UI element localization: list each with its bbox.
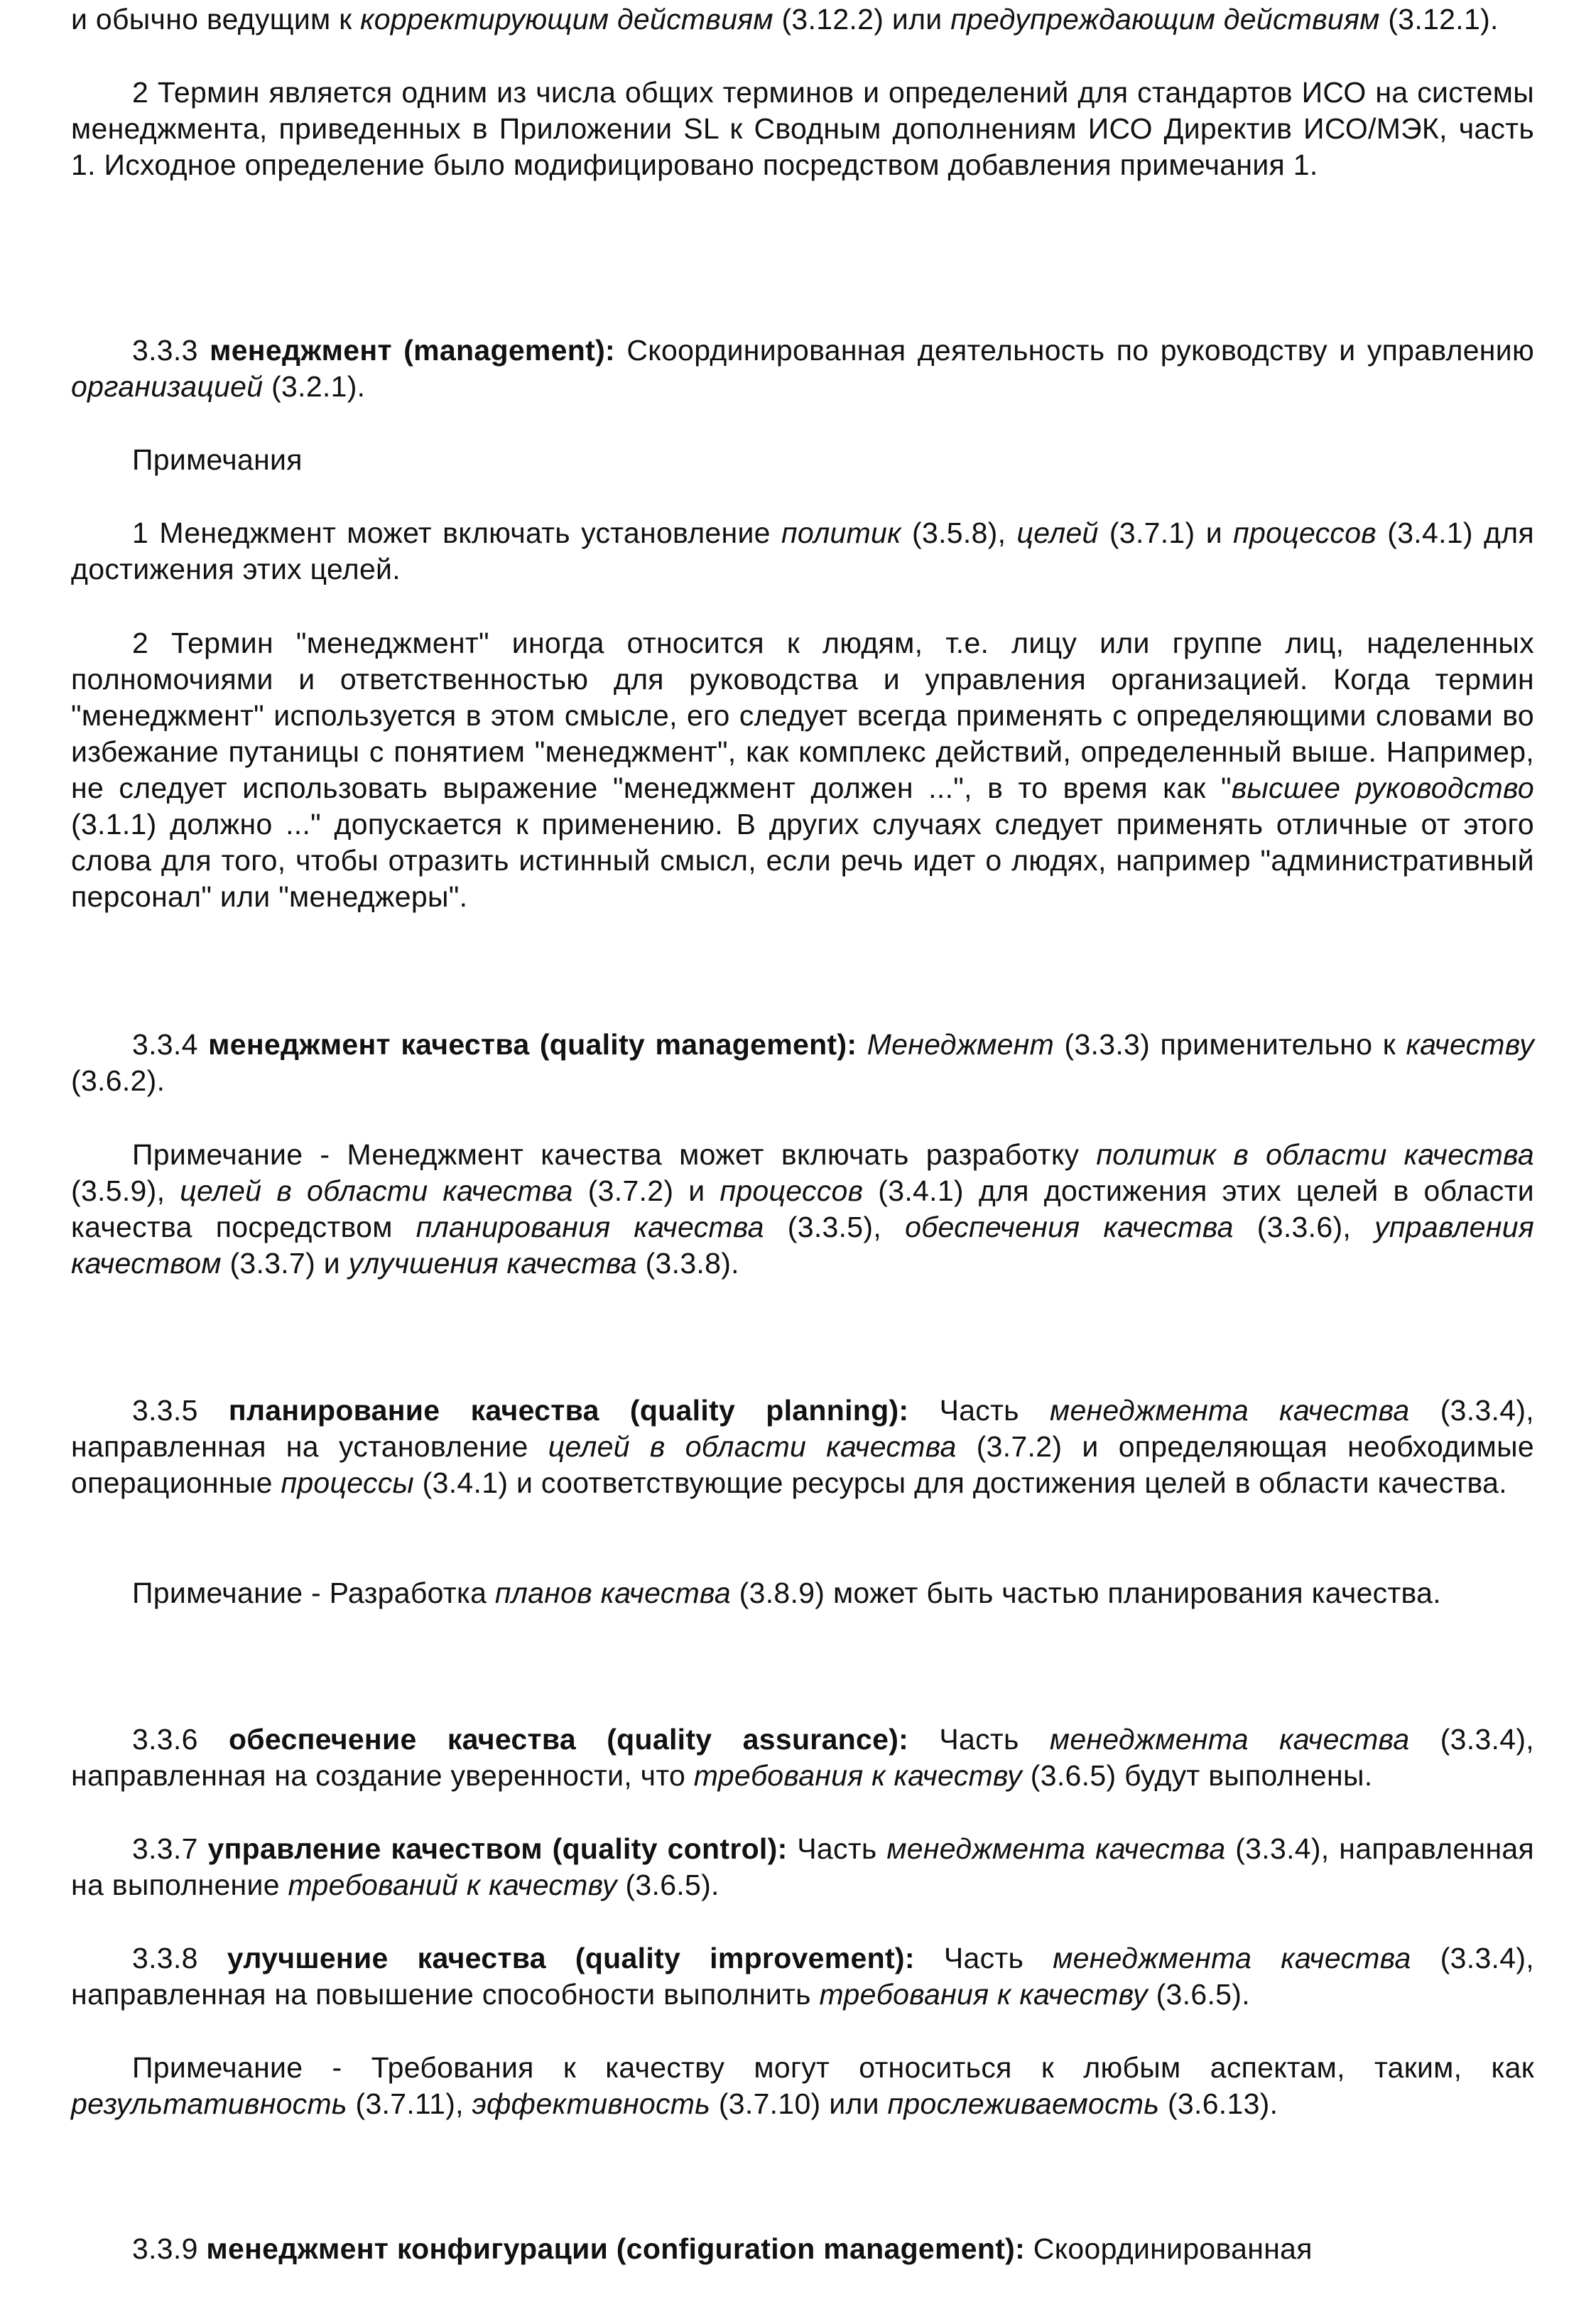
term-heading: менеджмент (management): — [210, 334, 615, 367]
term-reference: процессов — [720, 1174, 864, 1207]
term-reference: качеству — [1406, 1028, 1535, 1061]
paragraph-text: (3.2.1). — [263, 370, 366, 403]
paragraph-text: (3.12.1). — [1379, 3, 1499, 36]
term-reference: менеджмента качества — [886, 1832, 1226, 1865]
term-reference: менеджмента качества — [1053, 1942, 1411, 1974]
paragraph-text: (3.7.11), — [347, 2087, 472, 2120]
term-reference: планов качества — [494, 1577, 731, 1609]
paragraph-text: (3.3.4), направленная на повышение способности выполнить — [71, 1942, 1534, 2011]
paragraph-text — [857, 1028, 867, 1061]
document-paragraph — [71, 1393, 1534, 1501]
paragraph-text: (3.6.13). — [1159, 2087, 1278, 2120]
term-reference: требования к качеству — [819, 1978, 1148, 2011]
document-paragraph — [71, 1027, 1534, 1099]
paragraph-text: (3.6.5). — [617, 1869, 720, 1901]
paragraph-text: (3.1.1) должно ..." допускается к применению. В других случаях следует применять отличные от этого слова для того, чтобы отразить истинный смысл, если речь идет о людях, например "административный персонал" или "менеджеры". — [71, 808, 1534, 913]
paragraph-text: Примечание - Разработка — [132, 1577, 495, 1609]
term-reference: требования к качеству — [693, 1759, 1023, 1792]
document-paragraph — [71, 2231, 1534, 2267]
paragraph-text: (3.6.5). — [1147, 1978, 1250, 2011]
paragraph-text: (3.3.3) применительно к — [1054, 1028, 1406, 1061]
term-reference: менеджмента качества — [1049, 1723, 1410, 1756]
paragraph-text: Скоординированная — [1025, 2232, 1313, 2265]
paragraph-text: 3.3.7 — [132, 1832, 208, 1865]
paragraph-text: (3.7.1) и — [1098, 517, 1234, 549]
document-paragraph — [71, 625, 1534, 915]
paragraph-text: (3.3.8). — [636, 1247, 739, 1280]
paragraph-text: (3.3.4), направленная на установление — [71, 1394, 1534, 1463]
document-paragraph — [71, 2050, 1534, 2122]
paragraph-text: Часть — [908, 1723, 1050, 1756]
paragraph-text: (3.12.2) или — [773, 3, 951, 36]
term-reference: организацией — [71, 370, 264, 403]
document-paragraph — [71, 515, 1534, 588]
paragraph-text: (3.3.5), — [764, 1211, 906, 1243]
paragraph-text: 1 Менеджмент может включать установление — [132, 517, 781, 549]
paragraph-text: и обычно ведущим к — [71, 3, 361, 36]
paragraph-text: Примечание - Требования к качеству могут относиться к любым аспектам, таким, как — [132, 2051, 1534, 2084]
term-reference: корректирующим действиям — [360, 3, 773, 36]
term-reference: политик — [781, 517, 901, 549]
paragraph-text: (3.3.7) и — [221, 1247, 349, 1280]
paragraph-text: (3.5.9), — [71, 1174, 180, 1207]
paragraph-text: (3.7.2) и определяющая необходимые операционные — [71, 1430, 1534, 1499]
paragraph-text: 3.3.8 — [132, 1942, 227, 1974]
document-paragraph — [71, 1940, 1534, 2013]
paragraph-text: 3.3.5 — [132, 1394, 229, 1427]
term-reference: предупреждающим действиям — [950, 3, 1380, 36]
term-heading: улучшение качества (quality improvement): — [227, 1942, 915, 1974]
document-paragraph — [71, 1575, 1534, 1611]
paragraph-text: (3.3.4), направленная на создание уверенности, что — [71, 1723, 1534, 1792]
term-reference: управления качеством — [71, 1211, 1535, 1280]
term-reference: политик в области качества — [1096, 1138, 1535, 1171]
term-reference: обеспечения качества — [905, 1211, 1234, 1243]
term-heading: обеспечение качества (quality assurance): — [228, 1723, 909, 1756]
term-heading: менеджмент конфигурации (configuration management): — [206, 2232, 1026, 2265]
document-paragraph — [71, 75, 1534, 183]
paragraph-text: 3.3.3 — [132, 334, 210, 367]
document-paragraph — [71, 1137, 1534, 1282]
document-paragraph — [71, 333, 1534, 405]
paragraph-text: (3.4.1) для достижения этих целей. — [71, 517, 1535, 585]
term-reference: целей — [1016, 517, 1099, 549]
paragraph-text: (3.6.5) будут выполнены. — [1022, 1759, 1373, 1792]
document-paragraph — [71, 1831, 1534, 1903]
term-reference: процессы — [281, 1466, 414, 1499]
paragraph-text: (3.6.2). — [71, 1064, 165, 1097]
term-reference: планирования качества — [416, 1211, 764, 1243]
term-reference: прослеживаемость — [887, 2087, 1160, 2120]
paragraph-text: Примечание - Менеджмент качества может включать разработку — [132, 1138, 1097, 1171]
paragraph-text: 2 Термин является одним из числа общих терминов и определений для стандартов ИСО на системы менеджмента, приведенных в Приложении SL к Сводным дополнениям ИСО Директив ИСО/МЭК, часть 1. Исходное определение было модифицировано посредством добавления примечания 1. — [71, 76, 1534, 181]
paragraph-text: (3.5.8), — [901, 517, 1017, 549]
term-reference: целей в области качества — [548, 1430, 957, 1463]
paragraph-text: Часть — [914, 1942, 1053, 1974]
paragraph-text: (3.4.1) и соответствующие ресурсы для достижения целей в области качества. — [413, 1466, 1507, 1499]
paragraph-text: (3.4.1) для достижения этих целей в области качества посредством — [71, 1174, 1535, 1243]
term-reference: менеджмента качества — [1050, 1394, 1410, 1427]
term-reference: процессов — [1233, 517, 1377, 549]
paragraph-text: (3.3.6), — [1233, 1211, 1375, 1243]
document-paragraph — [71, 1722, 1534, 1794]
term-reference: улучшения качества — [348, 1247, 637, 1280]
term-reference: Менеджмент — [867, 1028, 1055, 1061]
paragraph-text: 3.3.6 — [132, 1723, 229, 1756]
paragraph-text: (3.8.9) может быть частью планирования качества. — [730, 1577, 1441, 1609]
term-heading: планирование качества (quality planning): — [228, 1394, 909, 1427]
paragraph-text: 2 Термин "менеджмент" иногда относится к людям, т.е. лицу или группе лиц, наделенных полномочиями и ответственностью для руководства и управления организацией. Когда термин "менеджмент" используется в этом смысле, его следует всегда применять с определяющими словами во избежание путаницы с понятием "менеджмент", как комплекс действий, определенный выше. Например, не следует использовать выражение "менеджмент должен ...", в то время как " — [71, 627, 1534, 804]
paragraph-text: Часть — [787, 1832, 887, 1865]
paragraph-text: (3.7.2) и — [572, 1174, 720, 1207]
term-reference: требований к качеству — [288, 1869, 617, 1901]
paragraph-text: Скоординированная деятельность по руководству и управлению — [615, 334, 1534, 367]
paragraph-text: 3.3.4 — [132, 1028, 209, 1061]
term-reference: результативность — [71, 2087, 347, 2120]
paragraph-text: Часть — [908, 1394, 1050, 1427]
term-reference: эффективность — [472, 2087, 711, 2120]
term-heading: управление качеством (quality control): — [207, 1832, 788, 1865]
paragraph-text: 3.3.9 — [132, 2232, 207, 2265]
document-paragraph — [71, 442, 1534, 478]
paragraph-text: (3.3.4), направленная на выполнение — [71, 1832, 1534, 1901]
term-reference: высшее руководство — [1231, 772, 1534, 804]
term-heading: менеджмент качества (quality management): — [208, 1028, 857, 1061]
paragraph-text: (3.7.10) или — [710, 2087, 888, 2120]
paragraph-text: Примечания — [132, 443, 303, 476]
term-reference: целей в области качества — [180, 1174, 573, 1207]
document-paragraph — [71, 1, 1534, 38]
